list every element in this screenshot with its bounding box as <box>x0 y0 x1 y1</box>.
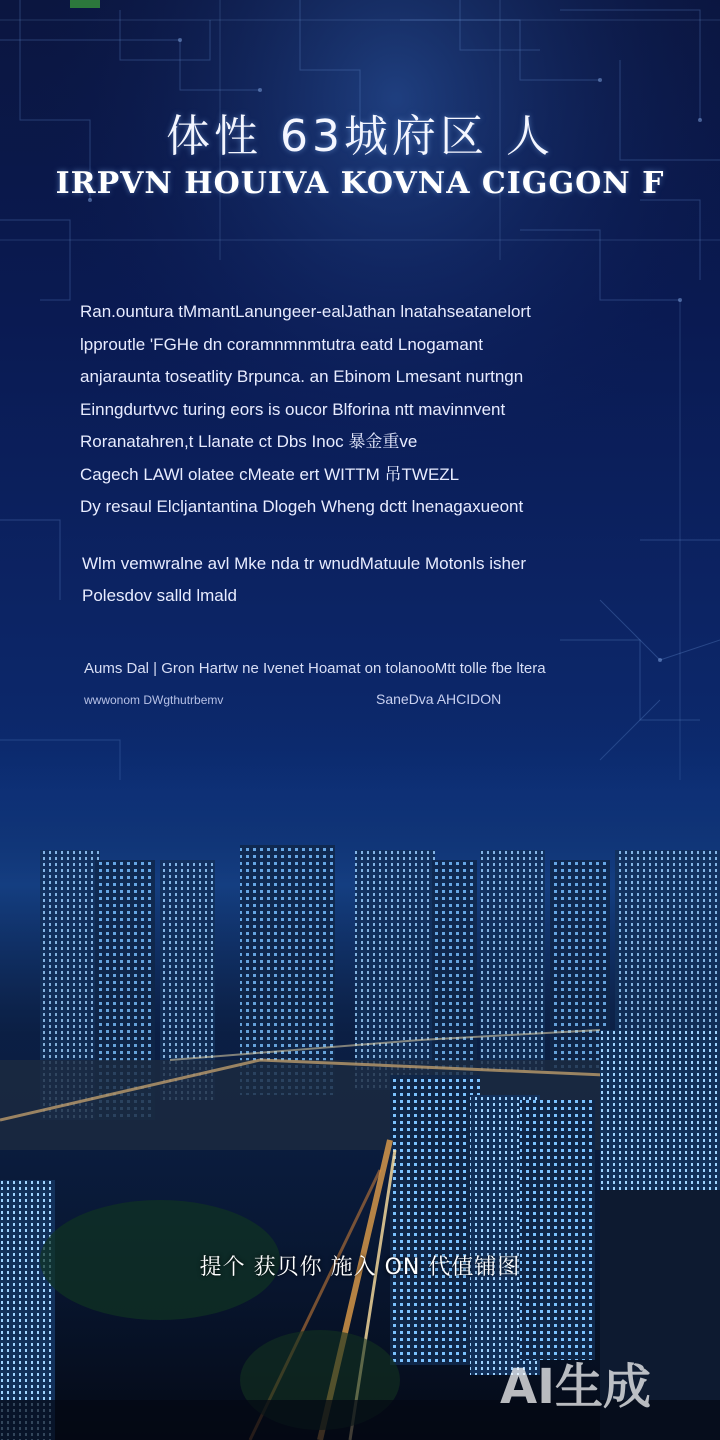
body-line: Einngdurtvvc turing eors is oucor Blforina ntt mavinnvent <box>80 399 506 419</box>
body-line: Ran.ountura tMmantLanungeer-ealJathan lnatahseatanelort <box>80 302 531 321</box>
body-line: anjaraunta toseatlity Brpunca. an Ebinom Lmesant nurtngn <box>80 367 524 386</box>
footer-info-line: Aums Dal | Gron Hartw ne Ivenet Hoamat on tolanooMtt tolle fbe ltera <box>84 660 546 677</box>
title-chinese: 体性 63城府区 人 <box>166 111 554 162</box>
body-line: Polesdov salld lmald <box>82 586 237 605</box>
second-paragraph <box>82 548 662 612</box>
footer-credit: SaneDva AHCIDON <box>376 691 502 707</box>
body-line: lpproutle 'FGHe dn coramnmnmtutra eatd Lnogamant <box>80 334 483 354</box>
bottom-caption: 提个 获贝你 施入 ON 代值铺图 <box>199 1255 521 1280</box>
body-line: Wlm vemwralne avl Mke nda tr wnudMatuule Motonls isher <box>82 554 527 573</box>
body-line: Dy resaul Elcljantantina Dlogeh Wheng dctt lnenagaxueont <box>80 497 524 516</box>
night-city-skyline <box>0 700 720 1440</box>
body-line: Cagech LAWl olatee cMeate ert WITTM 吊TWEZL <box>80 464 460 484</box>
title-english: IRPVN HOUIVA KOVNA CIGGON F <box>55 166 665 201</box>
ai-generated-watermark: AI生成 <box>500 1359 652 1415</box>
body-paragraph <box>80 296 660 524</box>
body-line: Roranatahren,t Llanate ct Dbs Inoc 暴金重ve <box>80 432 418 451</box>
footer-website: wwwonom DWgthutrbemv <box>84 693 224 707</box>
